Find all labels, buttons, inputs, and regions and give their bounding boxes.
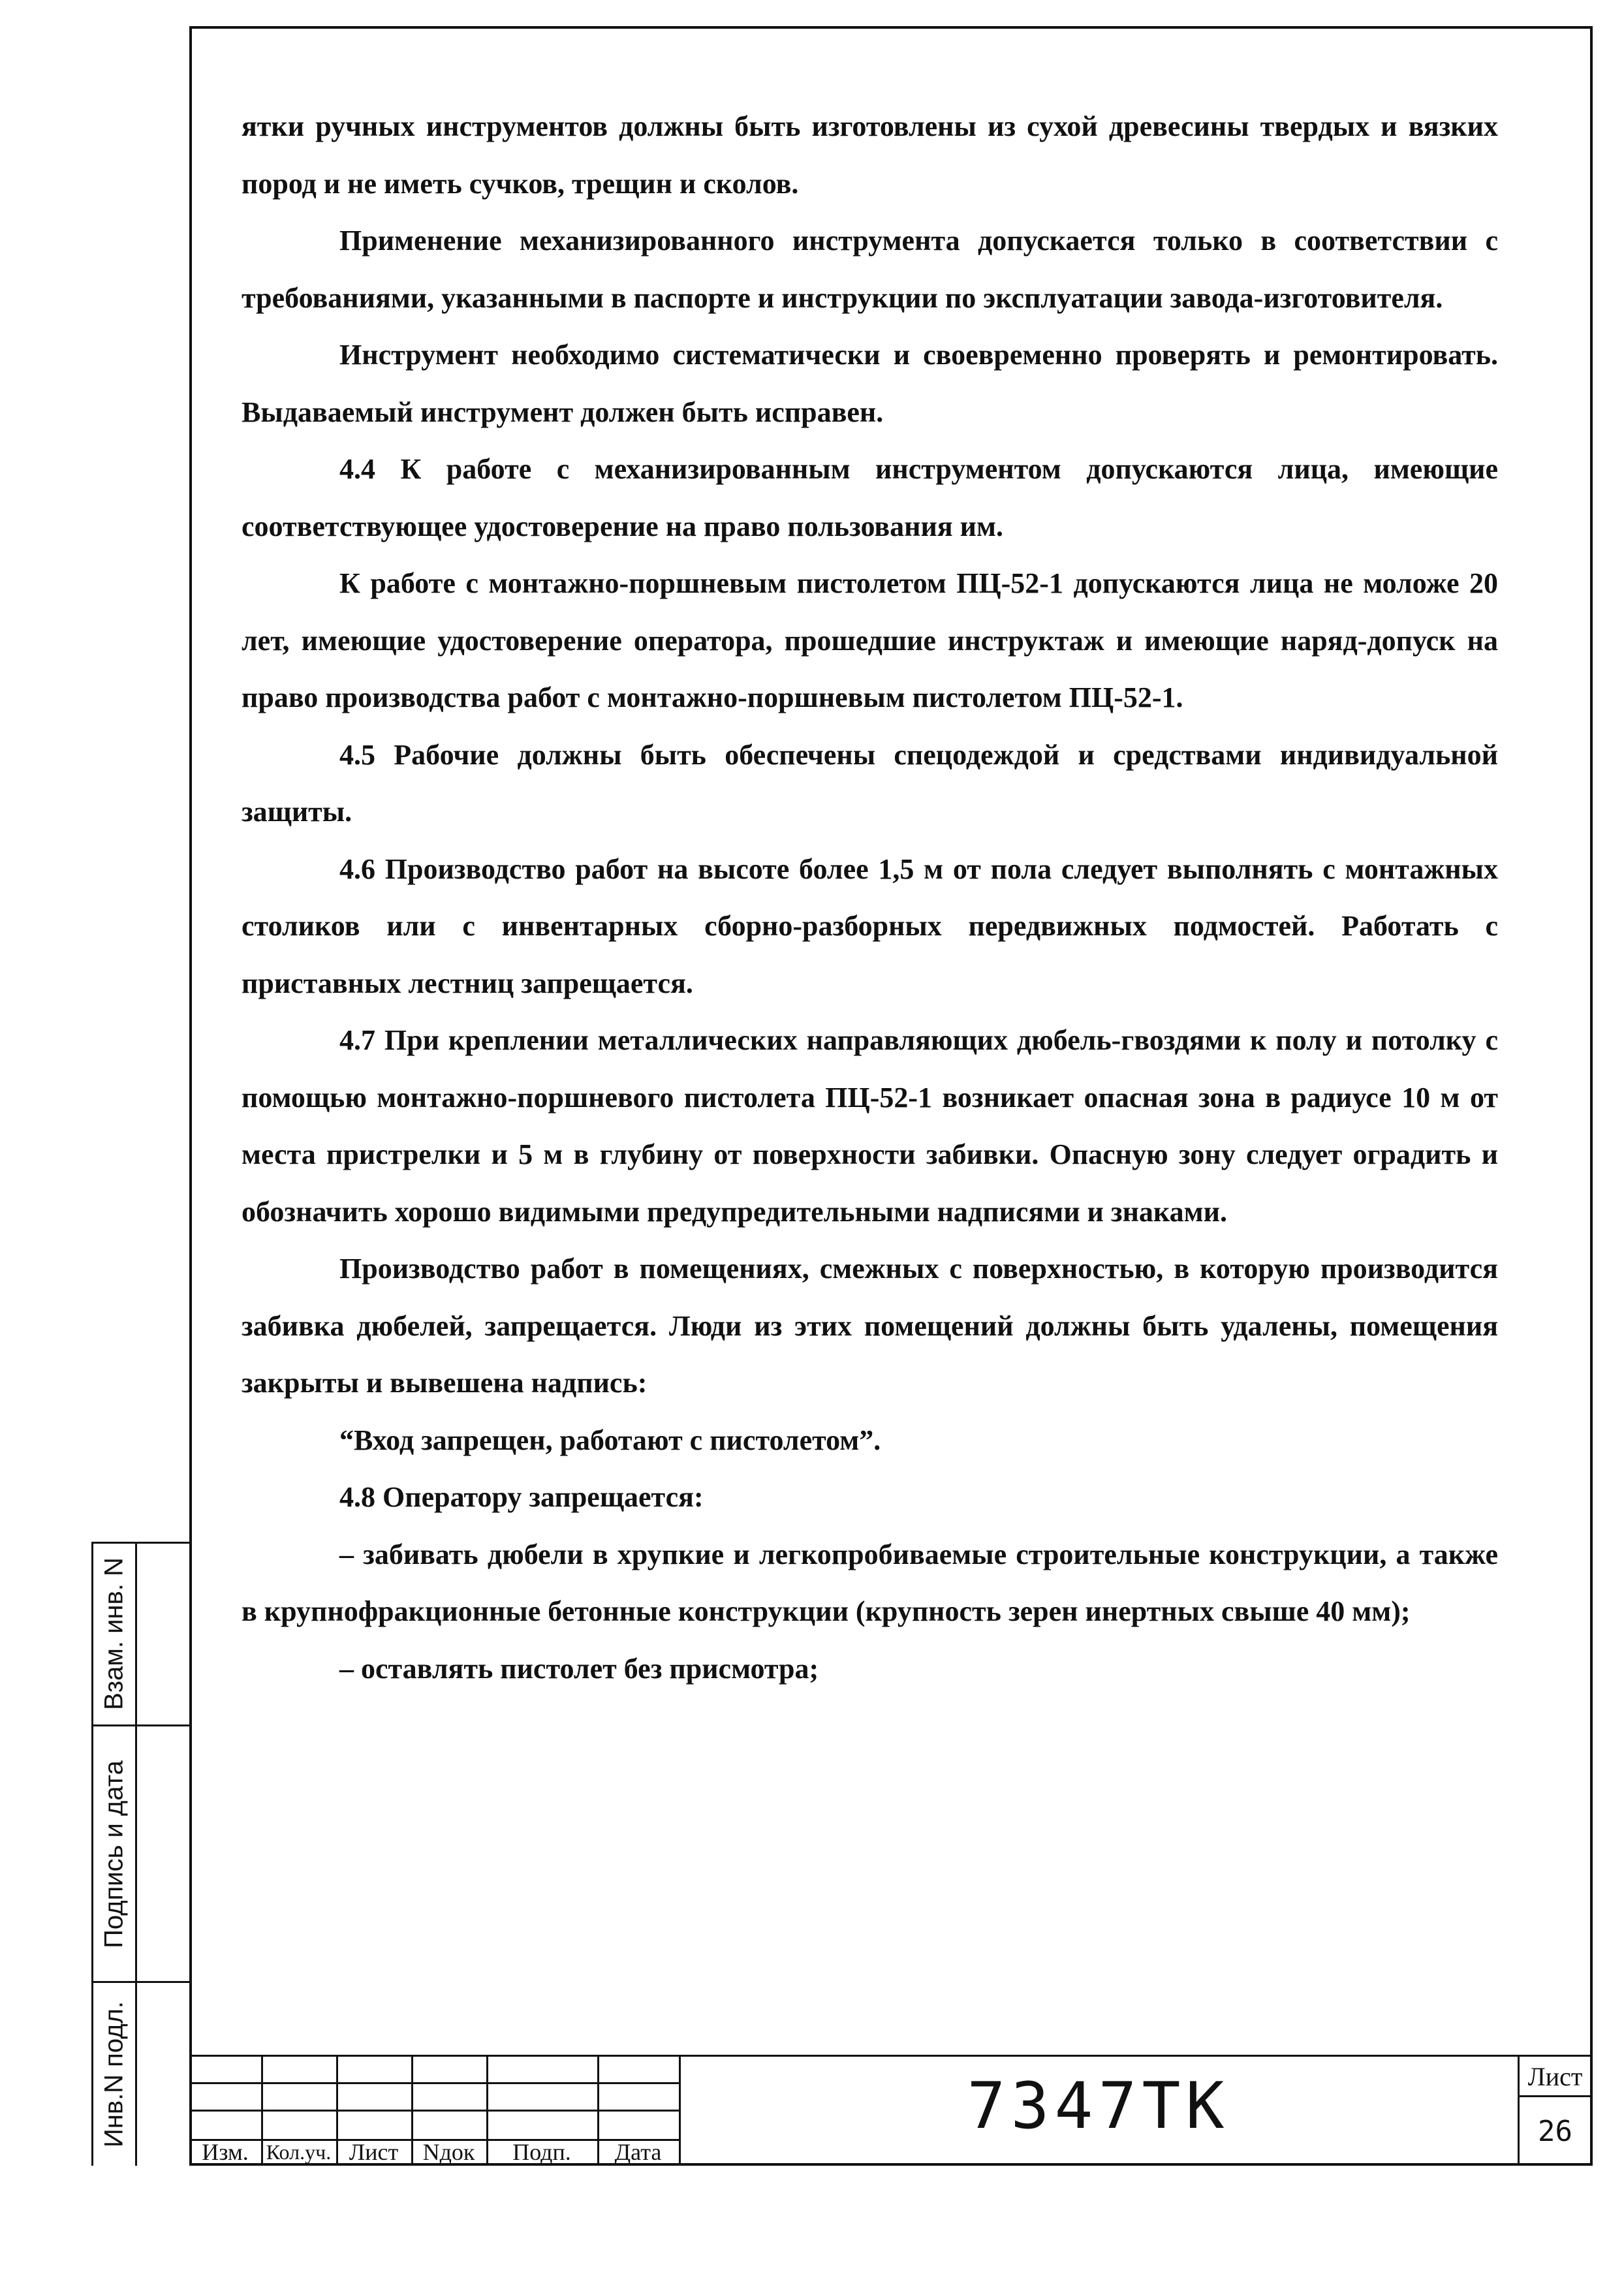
sheet-label: Лист <box>1527 2062 1583 2091</box>
side-label-signature: Подпись и дата <box>99 1760 129 1948</box>
column-label-sheet: Лист <box>349 2139 399 2165</box>
paragraph: Инструмент необходимо систематически и своевременно проверять и ремонтировать. Выдаваемый инструмент должен быть исправен. <box>242 339 1498 428</box>
side-cell-signature <box>93 1726 191 1983</box>
side-cell-original <box>93 1983 191 2166</box>
sheet-number: 26 <box>1538 2115 1572 2148</box>
column-label-doc-number: Nдок <box>422 2139 475 2165</box>
paragraph: ятки ручных инструментов должны быть изготовлены из сухой древесины твердых и вязких пород и не иметь сучков, трещин и сколов. <box>242 110 1498 200</box>
document-body <box>242 98 1498 1697</box>
quoted-notice: “Вход запрещен, работают с пистолетом”. <box>339 1424 881 1456</box>
list-item: – оставлять пистолет без присмотра; <box>339 1652 819 1685</box>
document-code: 7347ТК <box>967 2069 1230 2144</box>
paragraph: 4.5 Рабочие должны быть обеспечены спецодеждой и средствами индивидуальной защиты. <box>242 738 1498 828</box>
paragraph: К работе с монтажно-поршневым пистолетом ПЦ-52-1 допускаются лица не моложе 20 лет, имеющие удостоверение оператора, прошедшие инструктаж и имеющие наряд-допуск на право производства работ с монтажно-поршневым пистолетом ПЦ-52-1. <box>242 567 1498 713</box>
list-item: – забивать дюбели в хрупкие и легкопробиваемые строительные конструкции, а также в крупнофракционные бетонные конструкции (крупность зерен инертных свыше 40 мм); <box>242 1538 1498 1627</box>
paragraph: 4.8 Оператору запрещается: <box>339 1481 704 1513</box>
side-cell-replacement <box>93 1542 191 1726</box>
column-label-date: Дата <box>614 2139 662 2165</box>
paragraph: 4.7 При креплении металлических направляющих дюбель-гвоздями к полу и потолку с помощью монтажно-поршневого пистолета ПЦ-52-1 возникает опасная зона в радиусе 10 м от места пристрелки и 5 м в глубину от поверхности забивки. Опасную зону следует оградить и обозначить хорошо видимыми предупредительными надписями и знаками. <box>242 1024 1498 1228</box>
paragraph: 4.6 Производство работ на высоте более 1,5 м от пола следует выполнять с монтажных столиков или с инвентарных сборно-разборных передвижных подмостей. Работать с приставных лестниц запрещается. <box>242 852 1498 999</box>
column-label-signature: Подп. <box>512 2139 571 2165</box>
side-stamp <box>91 1542 189 2166</box>
column-label-count: Кол.уч. <box>266 2140 332 2164</box>
paragraph: Производство работ в помещениях, смежных с поверхностью, в которую производится забивка дюбелей, запрещается. Люди из этих помещений должны быть удалены, помещения закрыты и вывешена надпись: <box>242 1253 1498 1399</box>
column-label-change: Изм. <box>202 2139 249 2165</box>
side-label-replacement: Взам. инв. N <box>99 1557 129 1710</box>
paragraph: 4.4 К работе с механизированным инструментом допускаются лица, имеющие соответствующее удостоверение на право пользования им. <box>242 453 1498 542</box>
paragraph: Применение механизированного инструмента допускается только в соответствии с требованиями, указанными в паспорте и инструкции по эксплуатации завода-изготовителя. <box>242 225 1498 314</box>
side-label-original: Инв.N подл. <box>99 2001 129 2148</box>
